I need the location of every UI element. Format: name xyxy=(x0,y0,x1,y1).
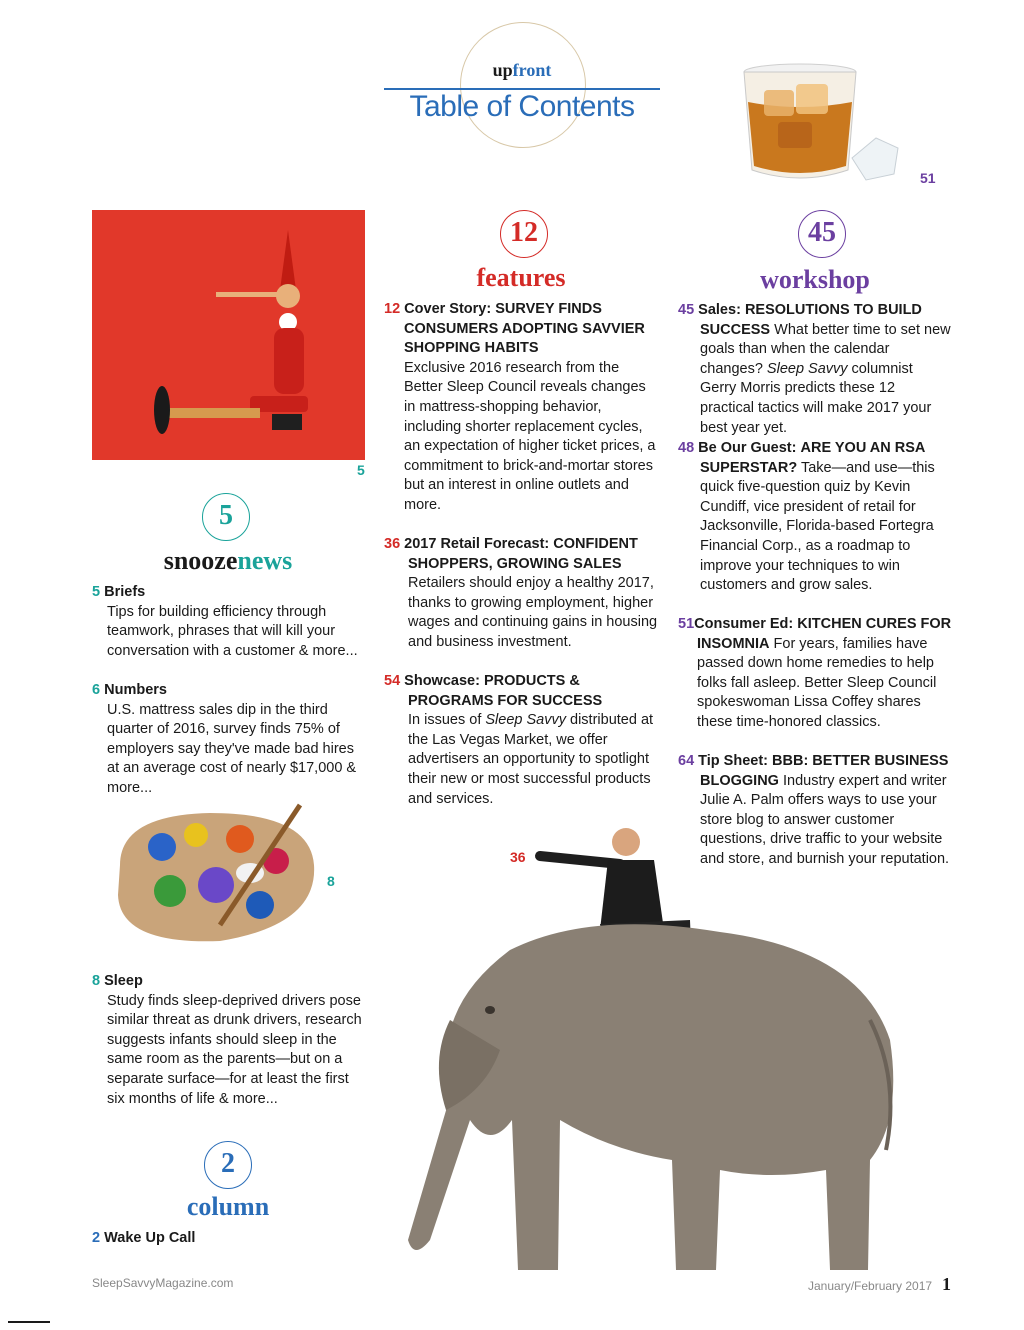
workshop-item-consumer-ed[interactable] xyxy=(678,615,952,733)
desc-part: distributed at the Las Vegas Market, we offer advertisers an opportunity to spotlight their new or most successful products and services. xyxy=(408,712,654,807)
item-description: Industry expert and writer Julie A. Palm offers ways to use your store blog to answer customer questions, drive traffic to your website and store, and burnish your reputation. xyxy=(700,772,950,867)
footer-issue: January/February 2017 xyxy=(808,1279,933,1293)
photo-page-ref-51: 51 xyxy=(920,170,936,186)
snoozenews-title-a: snooze xyxy=(163,546,238,575)
item-description: For years, families have passed down home remedies to help folks fall asleep. Better Sleep Council spokeswoman Lissa Coffey shares these time-honored classics. xyxy=(697,635,937,730)
workshop-badge: 45 xyxy=(798,210,846,258)
item-label: Cover Story: xyxy=(404,301,492,317)
photo-page-ref-36: 36 xyxy=(510,849,526,865)
item-headline: CONFIDENT SHOPPERS, GROWING SALES xyxy=(408,536,638,572)
header-circle-ornament xyxy=(460,22,586,148)
snoozenews-item-briefs[interactable] xyxy=(92,583,362,661)
item-description: Tips for building efficiency through teamwork, phrases that will kill your conversation with a customer & more... xyxy=(107,603,358,659)
item-headline: SURVEY FINDS CONSUMERS ADOPTING SAVVIER SHOPPING HABITS xyxy=(404,301,645,357)
item-description: U.S. mattress sales dip in the third quarter of 2016, survey finds 75% of employers say they've made bad hires at an average cost of nearly $17,000 & more... xyxy=(107,701,357,796)
kicker-front: front xyxy=(512,60,552,80)
features-item-cover-story[interactable] xyxy=(384,300,658,516)
pinocchio-photo xyxy=(92,210,365,460)
item-headline: KITCHEN CURES FOR INSOMNIA xyxy=(697,616,952,652)
kicker-up: up xyxy=(492,60,513,80)
desc-part: What better time to set new goals than when the calendar changes? xyxy=(700,321,951,377)
item-label: Wake Up Call xyxy=(104,1230,196,1246)
item-headline: BBB: BETTER BUSINESS BLOGGING xyxy=(700,753,949,789)
whiskey-glass-photo xyxy=(738,62,918,190)
snoozenews-item-sleep[interactable] xyxy=(92,972,362,1109)
item-headline: RESOLUTIONS TO BUILD SUCCESS xyxy=(700,302,922,338)
section-kicker xyxy=(384,60,660,81)
item-label: Be Our Guest: xyxy=(698,440,797,456)
item-label: Briefs xyxy=(104,584,146,600)
snoozenews-item-numbers[interactable] xyxy=(92,681,362,799)
workshop-item-be-our-guest[interactable] xyxy=(678,439,952,596)
item-description: Retailers should enjoy a healthy 2017, thanks to growing employment, higher wages and continuing gains in housing and business investment. xyxy=(408,575,658,650)
snoozenews-badge: 5 xyxy=(202,493,250,541)
item-label: Sales: xyxy=(698,302,741,318)
column-title: column xyxy=(186,1192,270,1221)
item-page-number: 6 xyxy=(92,682,101,698)
features-item-retail-forecast[interactable] xyxy=(384,535,658,653)
item-label: Sleep xyxy=(104,973,143,989)
item-page-number: 5 xyxy=(92,584,101,600)
workshop-title: workshop xyxy=(760,265,870,294)
item-headline: ARE YOU AN RSA SUPERSTAR? xyxy=(700,440,925,476)
item-page-number: 54 xyxy=(384,673,401,689)
desc-part: In issues of xyxy=(408,712,486,729)
item-description xyxy=(384,711,658,809)
man-on-elephant-photo xyxy=(390,820,920,1280)
item-page-number: 36 xyxy=(384,536,401,552)
paint-palette-photo xyxy=(100,795,330,945)
corner-rule xyxy=(8,1321,50,1323)
desc-italic: Sleep Savvy xyxy=(485,712,566,729)
item-page-number: 48 xyxy=(678,440,695,456)
features-badge: 12 xyxy=(500,210,548,258)
snoozenews-title-b: news xyxy=(237,546,293,575)
item-description: Take—and use—this quick five-question quiz by Kevin Cundiff, vice president of retail for Jacksonville, Florida-based Fortegra Financial Corp., as a roadmap to improve your techniques to win customers and grow sales. xyxy=(700,459,935,594)
workshop-item-sales[interactable] xyxy=(678,301,952,438)
item-page-number: 64 xyxy=(678,753,695,769)
item-description: Exclusive 2016 research from the Better Sleep Council reveals changes in mattress-shopping behavior, including shorter replacement cycles, an expectation of higher ticket prices, a commitment to brick-and-mortar stores but an interest in online outlets and more. xyxy=(404,359,656,513)
item-page-number: 51 xyxy=(678,616,695,632)
features-item-showcase[interactable] xyxy=(384,672,658,809)
item-label: Showcase: xyxy=(404,673,480,689)
item-label: Tip Sheet: xyxy=(698,753,768,769)
column-badge: 2 xyxy=(204,1141,252,1189)
item-headline: PRODUCTS & PROGRAMS FOR SUCCESS xyxy=(408,673,603,709)
features-title: features xyxy=(476,263,566,292)
desc-italic: Sleep Savvy xyxy=(766,360,848,377)
footer-page-number: 1 xyxy=(942,1274,951,1294)
page-title: Table of Contents xyxy=(409,90,635,123)
footer-site: SleepSavvyMagazine.com xyxy=(92,1276,234,1290)
item-page-number: 45 xyxy=(678,302,695,318)
item-page-number: 12 xyxy=(384,301,401,317)
snoozenews-title xyxy=(92,546,364,576)
photo-page-ref-8: 8 xyxy=(327,873,335,889)
item-label: Numbers xyxy=(104,682,167,698)
item-label: 2017 Retail Forecast: xyxy=(404,536,550,552)
desc-part: columnist Gerry Morris predicts these 12 practical tactics will make 2017 your best year yet. xyxy=(700,360,932,436)
item-page-number: 2 xyxy=(92,1230,101,1246)
item-page-number: 8 xyxy=(92,973,101,989)
item-description: Study finds sleep-deprived drivers pose similar threat as drunk drivers, research suggests infants should sleep in the same room as the parents—but on a separate surface—for at least the first six months of life & more... xyxy=(107,992,362,1107)
photo-page-ref-5: 5 xyxy=(357,462,365,478)
item-label: Consumer Ed: xyxy=(694,616,794,632)
column-item-wake-up-call[interactable] xyxy=(92,1229,362,1249)
